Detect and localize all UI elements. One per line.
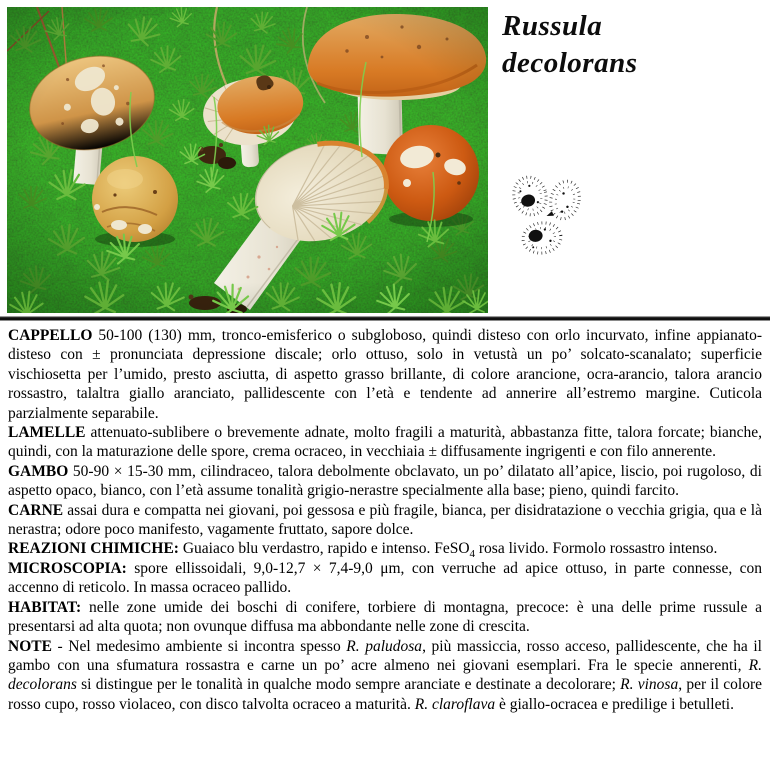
description-text (8, 326, 762, 714)
section-body-reazioni-2: rosa livido. Formolo rossastro intenso. (475, 540, 718, 558)
section-cappello (8, 326, 762, 423)
note-species-claroflava: R. claroflava (414, 695, 496, 713)
spore-illustration (502, 164, 590, 266)
section-label-carne: CARNE (8, 501, 64, 519)
section-microscopia (8, 559, 762, 598)
section-label-gambo: GAMBO (8, 462, 69, 480)
section-habitat (8, 598, 762, 637)
section-body-microscopia: spore ellissoidali, 9,0-12,7 × 7,4-9,0 μm, con verruche ad apice ottuso, in parte connesse, con accenno di reticolo. In massa ocraceo pallido. (8, 559, 762, 597)
section-label-note: NOTE (8, 637, 52, 655)
section-body-gambo: 50-90 × 15-30 mm, cilindraceo, talora debolmente obclavato, un po’ dilatato all’apice, liscio, poi rugoloso, di aspetto opaco, bianco, con l’età assume tonalità grigio-nerastre specialmente alla base; pieno, quindi farcito. (8, 462, 762, 500)
note-seg-4: si distingue per le tonalità in qualche modo sempre aranciate e destinate a decolorare; (76, 676, 621, 694)
title-species: decolorans (502, 47, 638, 79)
divider-rule (0, 315, 770, 322)
section-note (8, 637, 762, 715)
section-label-microscopia: MICROSCOPIA: (8, 559, 127, 577)
section-body-reazioni-1: Guaiaco blu verdastro, rapido e intenso. FeSO (178, 540, 470, 558)
section-reazioni-chimiche (8, 539, 762, 561)
note-species-vinosa: R. vinosa (620, 676, 679, 694)
mushroom-photo (7, 7, 488, 313)
section-body-cappello: 50-100 (130) mm, tronco-emisferico o subgloboso, quindi disteso con orlo incurvato, infine appianato-disteso con ± pronunciata depressione discale; orlo ottuso, solo in vetustà un po’ solcato-scanalato; superficie vischiosetta per l’umido, presto asciutta, di aspetto grasso brillante, di colore arancione, ocra-arancio, talora arancio rossastro, talaltra giallo aranciato, pallidescente con l’età e tendente ad annerire all’estremo margine. Cuticola parzialmente separabile. (8, 327, 762, 422)
section-carne (8, 501, 762, 540)
spore-2 (547, 178, 584, 223)
note-seg-0: - Nel medesimo ambiente si incontra spesso (51, 637, 347, 655)
note-species-paludosa: R. paludosa (346, 637, 423, 655)
note-seg-6: , per il colore rosso cupo, rosso violaceo, con disco talvolta ocraceo a maturità. (8, 676, 762, 713)
note-seg-8: è giallo-ocracea e predilige i betulleti. (495, 695, 734, 713)
section-label-reazioni: REAZIONI CHIMICHE: (8, 540, 179, 558)
section-gambo (8, 462, 762, 501)
feso4-subscript: 4 (469, 548, 476, 561)
spore-1 (510, 174, 551, 219)
section-label-habitat: HABITAT: (8, 598, 82, 616)
note-seg-2: , più massiccia, rosso acceso, pallidescente, che ha il gambo con una sfumatura rossastra e carne un po’ acre almeno nei giovani esemplari. Fra le specie annerenti, (8, 637, 762, 674)
section-body-carne: assai dura e compatta nei giovani, poi gessosa e più fragile, bianca, per disidratazione o vecchia grigia, qua e là nerastra; odore poco manifesto, vagamente fruttato, sapore dolce. (8, 501, 762, 539)
section-body-lamelle: attenuato-sublibere o brevemente adnate, molto fragili a maturità, abbastanza fitte, talora forcate; bianche, quindi, con la maturazione delle spore, crema ocraceo, in vecchiaia ± diffusamente ingrigenti e con filo annerente. (8, 424, 762, 461)
spore-3 (521, 221, 563, 256)
note-species-decolorans: R. decolorans (8, 656, 762, 694)
section-label-lamelle: LAMELLE (8, 424, 86, 442)
page-title (502, 8, 638, 82)
section-label-cappello: CAPPELLO (8, 327, 93, 344)
section-lamelle (8, 423, 762, 462)
section-body-habitat: nelle zone umide dei boschi di conifere, torbiere di montagna, precoce: è una delle prime russule a presentarsi ad alta quota; non ovunque diffusa ma abbondante nelle zone di crescita. (8, 598, 762, 636)
title-genus: Russula (502, 10, 603, 42)
